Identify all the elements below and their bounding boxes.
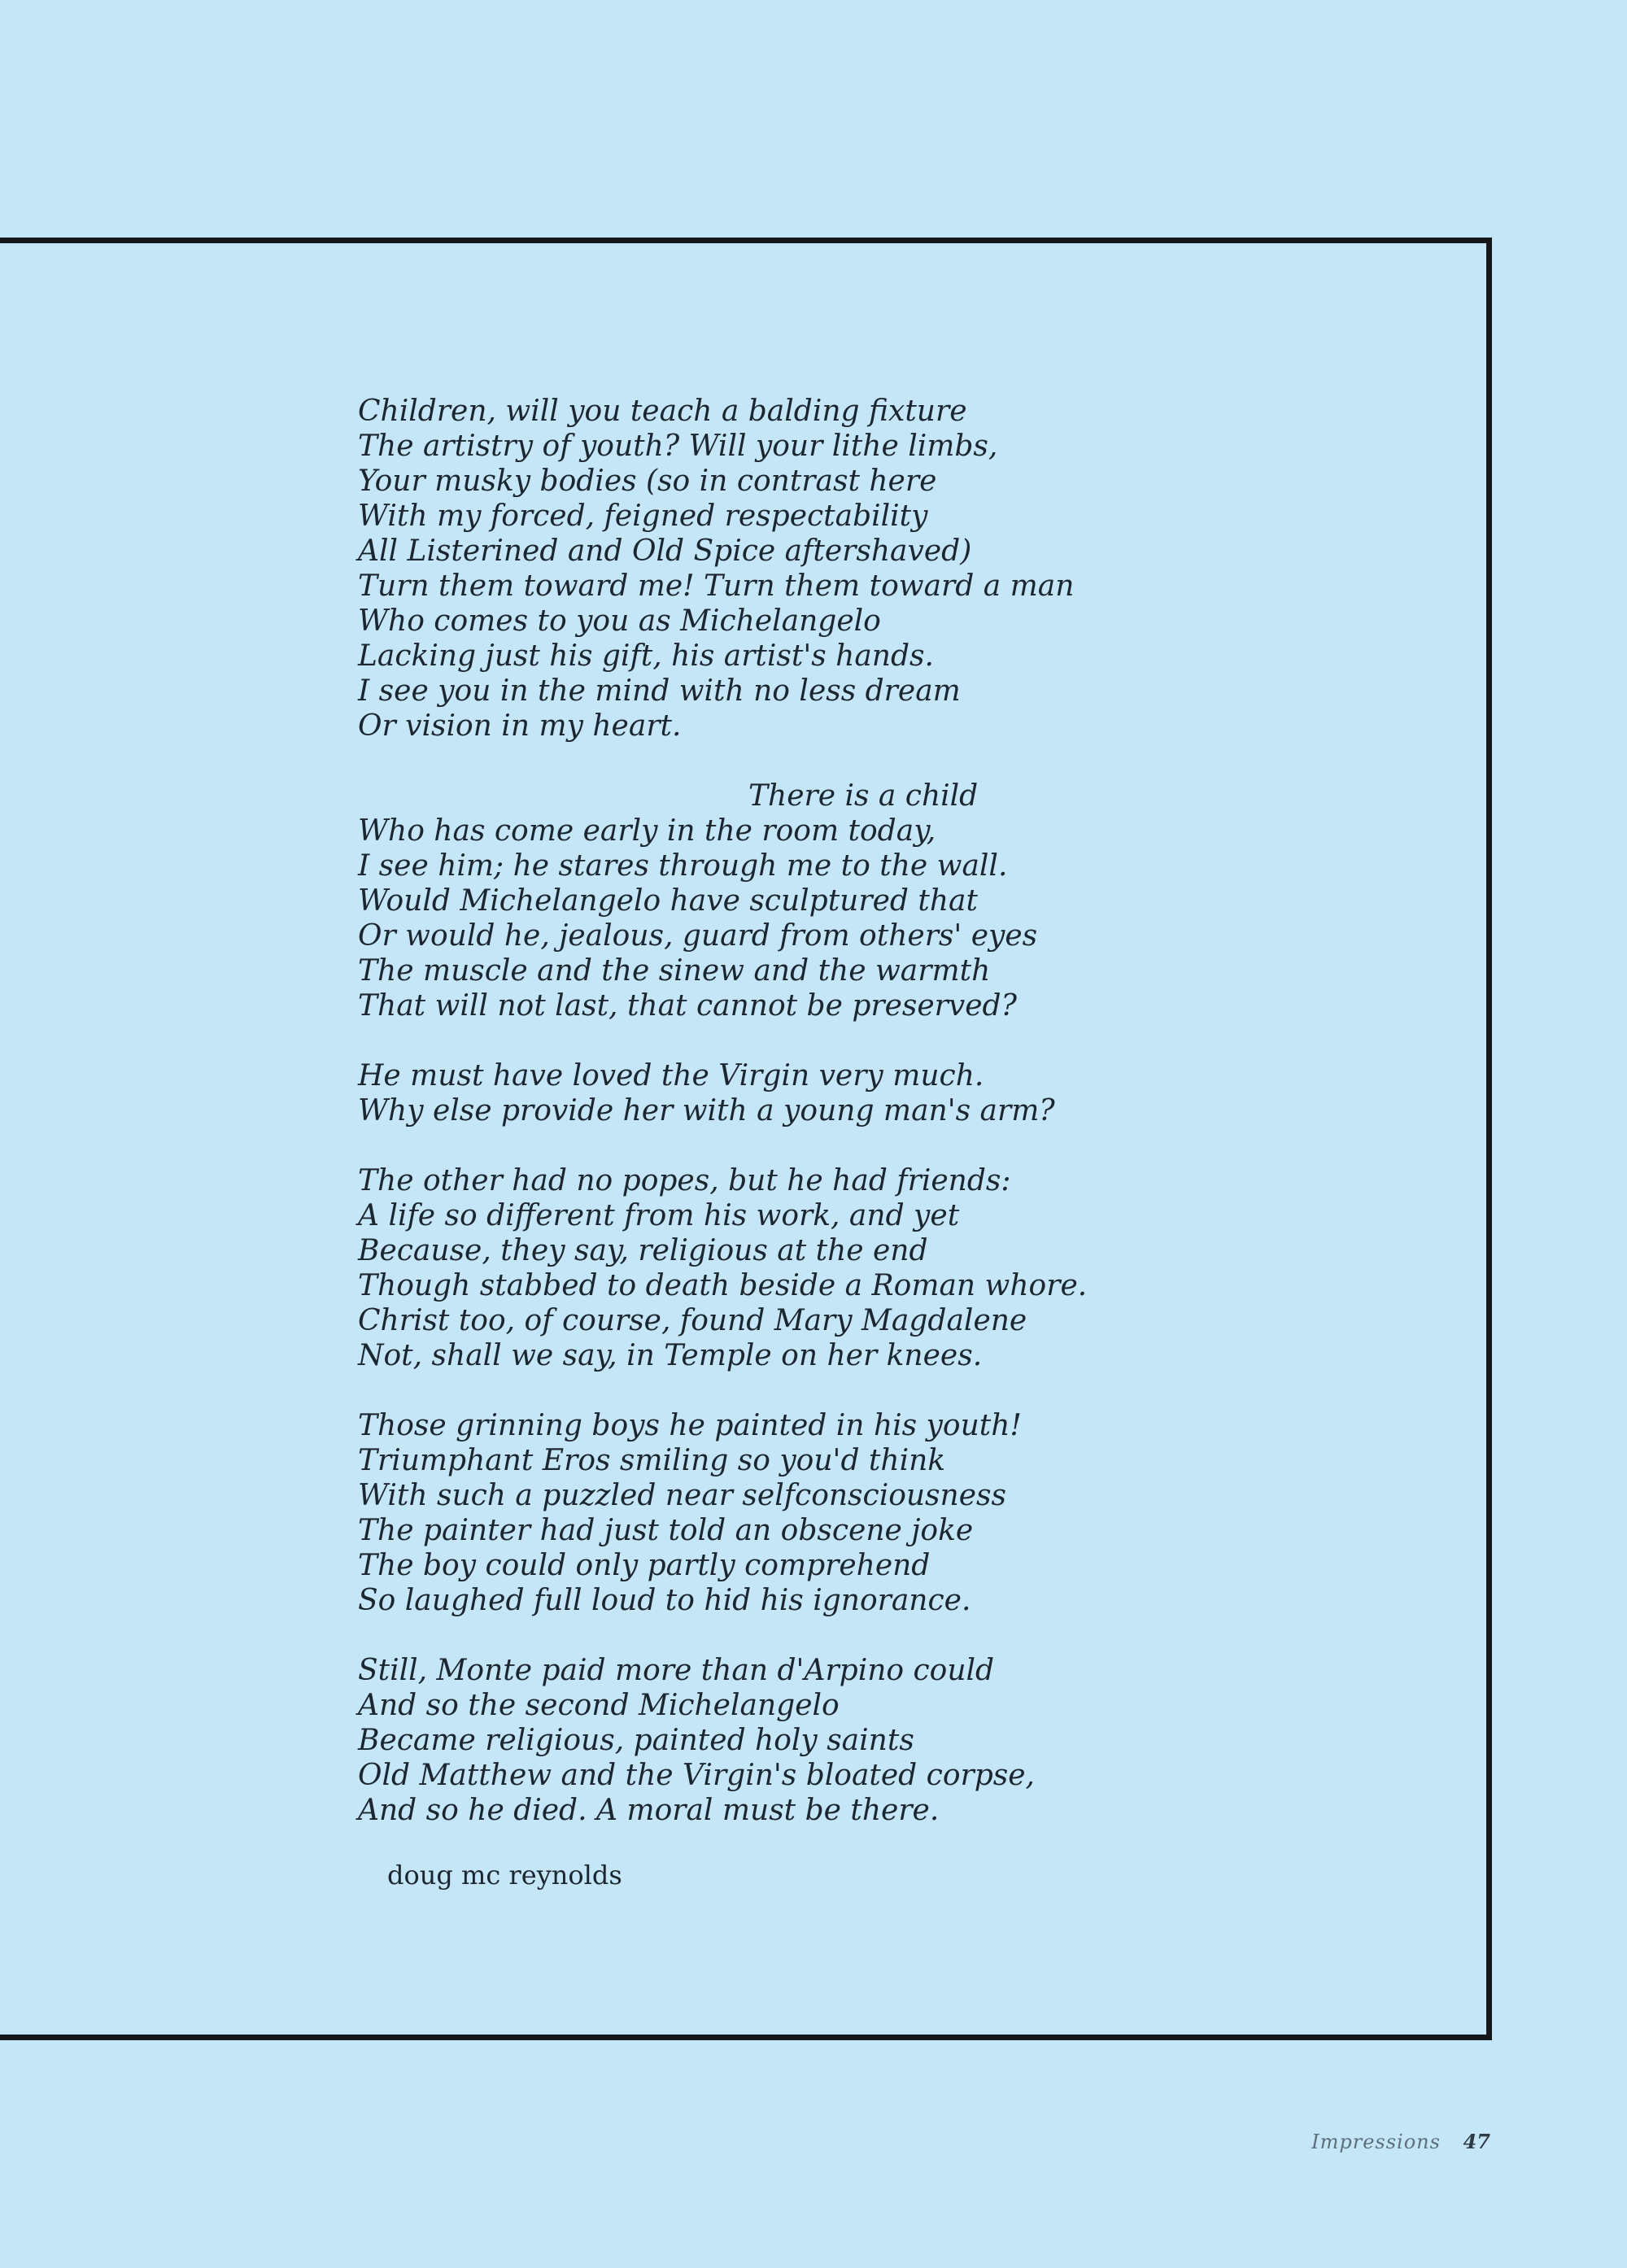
- poem-line: I see you in the mind with no less dream: [358, 674, 961, 708]
- stanza-5: [358, 1408, 1481, 1618]
- stanza-2: [358, 779, 1481, 1023]
- poem-line: I see him; he stares through me to the wall.: [358, 849, 1008, 883]
- poem-line: Turn them toward me! Turn them toward a man: [358, 569, 1075, 603]
- poem-line: The muscle and the sinew and the warmth: [358, 954, 991, 988]
- poem-body: [358, 394, 1481, 1863]
- poem-line: Why else provide her with a young man's arm?: [358, 1094, 1055, 1127]
- stanza-3: [358, 1058, 1481, 1128]
- poem-line: A life so different from his work, and yet: [358, 1199, 960, 1232]
- poem-line: That will not last, that cannot be preserved?: [358, 989, 1017, 1023]
- section-title: Impressions: [1311, 2131, 1441, 2153]
- poem-line: Those grinning boys he painted in his youth!: [358, 1409, 1022, 1442]
- poem-line: Still, Monte paid more than d'Arpino could: [358, 1654, 995, 1687]
- poem-line: Your musky bodies (so in contrast here: [358, 465, 937, 498]
- stanza-6: [358, 1653, 1481, 1828]
- poem-line: Would Michelangelo have sculptured that: [358, 884, 978, 918]
- poem-line: Triumphant Eros smiling so you'd think: [358, 1444, 946, 1477]
- poem-line: Because, they say, religious at the end: [358, 1234, 928, 1267]
- poem-line: Became religious, painted holy saints: [358, 1724, 914, 1757]
- poem-line: Old Matthew and the Virgin's bloated corpse,: [358, 1759, 1035, 1792]
- poem-line: Or would he, jealous, guard from others' eyes: [358, 919, 1038, 953]
- poem-line: So laughed full loud to hid his ignorance.: [358, 1584, 971, 1617]
- poem-line: Lacking just his gift, his artist's hands.: [358, 639, 934, 673]
- poem-line: All Listerined and Old Spice aftershaved): [358, 534, 972, 568]
- poem-line: The other had no popes, but he had friends:: [358, 1164, 1011, 1197]
- poem-line: The artistry of youth? Will your lithe limbs,: [358, 430, 998, 463]
- stanza-4: [358, 1163, 1481, 1373]
- poem-line: He must have loved the Virgin very much.: [358, 1059, 984, 1093]
- poem-line: The boy could only partly comprehend: [358, 1549, 931, 1582]
- author-name: doug mc reynolds: [387, 1860, 622, 1891]
- poem-line: Children, will you teach a balding fixture: [358, 395, 967, 428]
- poem-line: And so he died. A moral must be there.: [358, 1794, 940, 1827]
- poem-line: Who comes to you as Michelangelo: [358, 604, 881, 638]
- poem-line: Not, shall we say, in Temple on her knees.: [358, 1339, 983, 1372]
- poem-line: Christ too, of course, found Mary Magdalene: [358, 1304, 1027, 1337]
- poem-line: With such a puzzled near selfconsciousness: [358, 1479, 1006, 1512]
- poem-line: With my forced, feigned respectability: [358, 499, 928, 533]
- poem-line: Who has come early in the room today,: [358, 814, 936, 848]
- poem-line: Though stabbed to death beside a Roman whore.: [358, 1269, 1088, 1302]
- page-footer: [1311, 2130, 1490, 2153]
- poem-line: There is a child: [748, 779, 979, 813]
- poem-line: And so the second Michelangelo: [358, 1689, 840, 1722]
- poem-line: The painter had just told an obscene joke: [358, 1514, 974, 1547]
- poem-line: Or vision in my heart.: [358, 709, 682, 743]
- stanza-1: [358, 394, 1481, 744]
- page-number: 47: [1463, 2130, 1490, 2153]
